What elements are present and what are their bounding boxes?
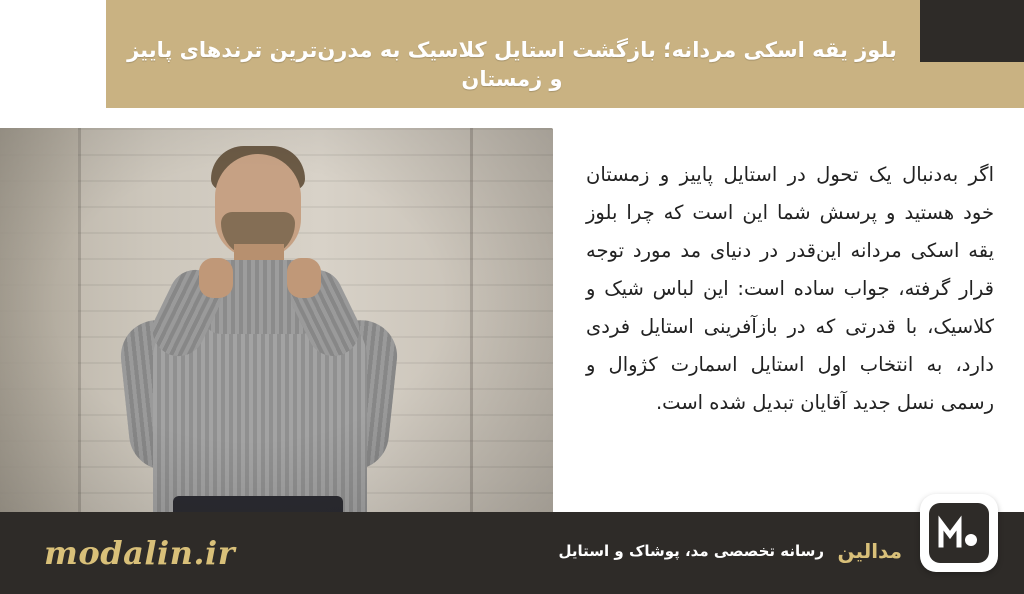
footer-bar [0,512,1024,594]
header-dark-tab [920,0,1024,62]
footer-brand-name: مدالین [837,539,902,563]
footer-tagline: رسانه تخصصی مد، پوشاک و استایل [558,542,824,560]
header-left-white-block [0,0,106,108]
footer-logo-badge[interactable] [920,494,998,572]
article-body-text: اگر به‌دنبال یک تحول در استایل پاییز و زمستان خود هستید و پرسش شما این است که چرا بلوز یقه اسکی مردانه این‌قدر در دنیای مد مورد توجه قرار گرفته، جواب ساده است: این لباس شیک و کلاسیک، با قدرتی که در بازآفرینی استایل فردی دارد، به انتخاب اول استایل اسمارت کژوال و رسمی نسل جدید آقایان تبدیل شده است. [586,162,994,414]
photo-vignette [0,128,553,518]
site-logo-wordmark[interactable]: modalin.ir [44,534,236,572]
content-area [0,108,1024,512]
header-band [0,0,1024,108]
article-photo [0,128,553,518]
page-title: بلوز یقه اسکی مردانه؛ بازگشت استایل کلاسیک به مدرن‌ترین ترندهای پاییز و زمستان [127,38,897,92]
modalin-m-logo-icon [929,503,989,563]
